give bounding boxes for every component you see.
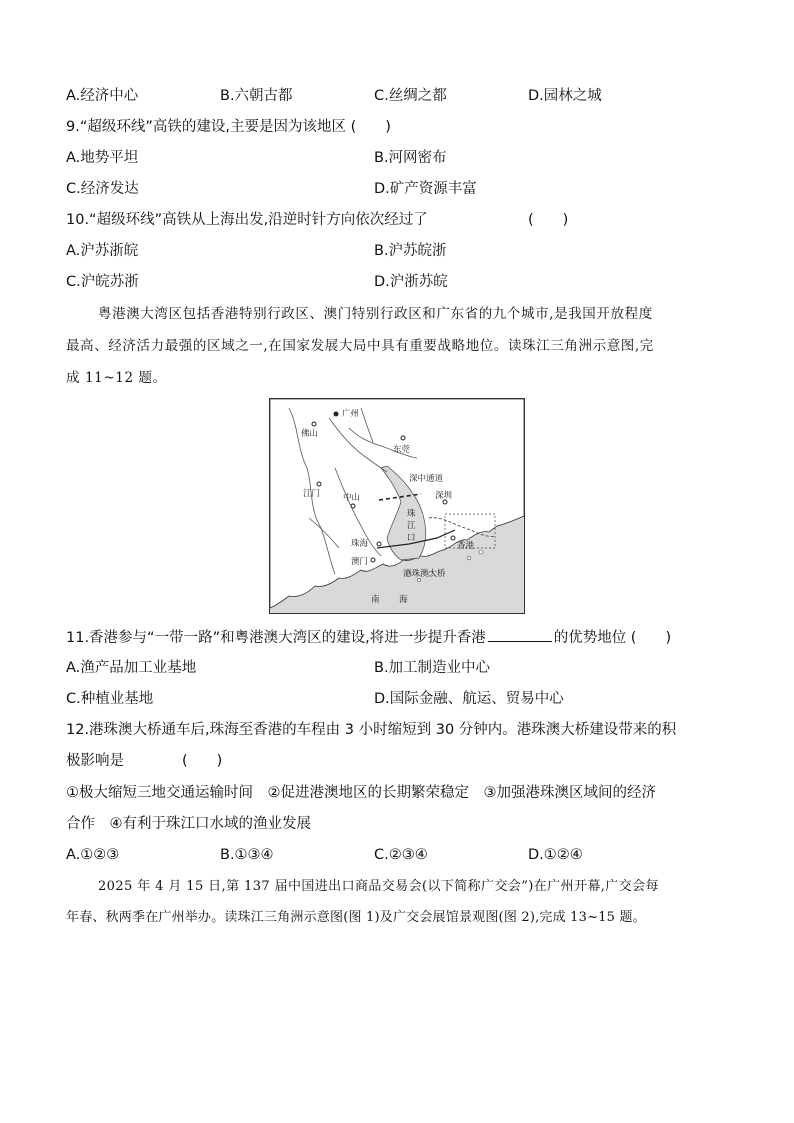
q11-stem-before: 11.香港参与“一带一路”和粤港澳大湾区的建设,将进一步提升香港 — [66, 630, 486, 646]
label-dongguan: 东莞 — [393, 445, 411, 455]
q12-stem-line-1: 12.港珠澳大桥通车后,珠海至香港的车程由 3 小时缩短到 30 分钟内。港珠澳大桥建设带来的积 — [66, 722, 677, 738]
q12-stem-line-2: 极影响是 ( ) — [66, 753, 223, 769]
label-foshan: 佛山 — [301, 429, 319, 439]
label-zhuhai: 珠海 — [351, 539, 369, 549]
guangzhou-dot — [334, 412, 339, 417]
q10-option-b: B.沪苏皖浙 — [374, 243, 447, 259]
label-jiang: 江 — [407, 521, 416, 531]
q9-stem: 9.“超级环线”高铁的建设,主要是因为该地区 ( ) — [66, 119, 391, 135]
label-hongkong: 香港 — [457, 541, 475, 551]
q11-blank — [488, 627, 552, 642]
q12-option-c: C.②③④ — [374, 847, 428, 863]
label-macau: 澳门 — [351, 557, 369, 567]
label-guangzhou: 广州 — [342, 409, 360, 419]
passage2-line-1: 2025 年 4 月 15 日,第 137 届中国进出口商品交易会(以下简称广交会”)在广州开幕,广交会每 — [98, 879, 659, 894]
q11-option-d: D.国际金融、航运、贸易中心 — [374, 691, 564, 707]
q12-statements-line-1: ①极大缩短三地交通运输时间 ②促进港澳地区的长期繁荣稳定 ③加强港珠澳区域间的经济 — [66, 785, 656, 801]
q12-statements-line-2: 合作 ④有利于珠江口水域的渔业发展 — [66, 816, 311, 832]
q11-option-b: B.加工制造业中心 — [374, 660, 491, 676]
q9-option-a: A.地势平坦 — [66, 150, 139, 166]
q11-stem — [66, 627, 671, 648]
q10-stem: 10.“超级环线”高铁从上海出发,沿逆时针方向依次经过了 — [66, 212, 428, 228]
q8-option-c: C.丝绸之都 — [374, 88, 447, 104]
q10-option-d: D.沪浙苏皖 — [374, 274, 448, 290]
q10-bracket: ( ) — [528, 212, 569, 228]
label-shenzhen: 深圳 — [435, 491, 453, 501]
q9-option-d: D.矿产资源丰富 — [374, 181, 477, 197]
q11-option-c: C.种植业基地 — [66, 691, 154, 707]
q8-option-b: B.六朝古都 — [220, 88, 293, 104]
label-bridge: 港珠澳大桥 — [403, 569, 446, 579]
passage2-line-2: 年春、秋两季在广州举办。读珠江三角洲示意图(图 1)及广交会展馆景观图(图 2),完成 13~15 题。 — [66, 910, 646, 925]
q11-stem-after: 的优势地位 ( ) — [553, 630, 672, 646]
q8-option-d: D.园林之城 — [528, 88, 602, 104]
q10-option-c: C.沪皖苏浙 — [66, 274, 139, 290]
passage1-line-3: 成 11~12 题。 — [66, 370, 167, 386]
passage1-line-2: 最高、经济活力最强的区域之一,在国家发展大局中具有重要战略地位。读珠江三角洲示意图,完 — [66, 338, 654, 354]
q10-option-a: A.沪苏浙皖 — [66, 243, 139, 259]
label-kou: 口 — [407, 533, 416, 543]
q12-option-a: A.①②③ — [66, 847, 120, 863]
label-zhongshan: 中山 — [343, 493, 361, 503]
passage1-line-1: 粤港澳大湾区包括香港特别行政区、澳门特别行政区和广东省的九个城市,是我国开放程度 — [98, 306, 653, 322]
q12-option-d: D.①②④ — [528, 847, 583, 863]
q12-option-b: B.①③④ — [220, 847, 274, 863]
pearl-river-delta-map — [269, 398, 525, 614]
label-jiangmen: 江门 — [303, 489, 321, 499]
label-hai: 海 — [399, 595, 408, 605]
q9-option-b: B.河网密布 — [374, 150, 447, 166]
q8-option-a: A.经济中心 — [66, 88, 139, 104]
q9-option-c: C.经济发达 — [66, 181, 139, 197]
label-zhu: 珠 — [407, 509, 416, 519]
label-nan: 南 — [371, 595, 380, 605]
q11-option-a: A.渔产品加工业基地 — [66, 660, 197, 676]
label-shenzhong: 深中通道 — [409, 474, 444, 484]
